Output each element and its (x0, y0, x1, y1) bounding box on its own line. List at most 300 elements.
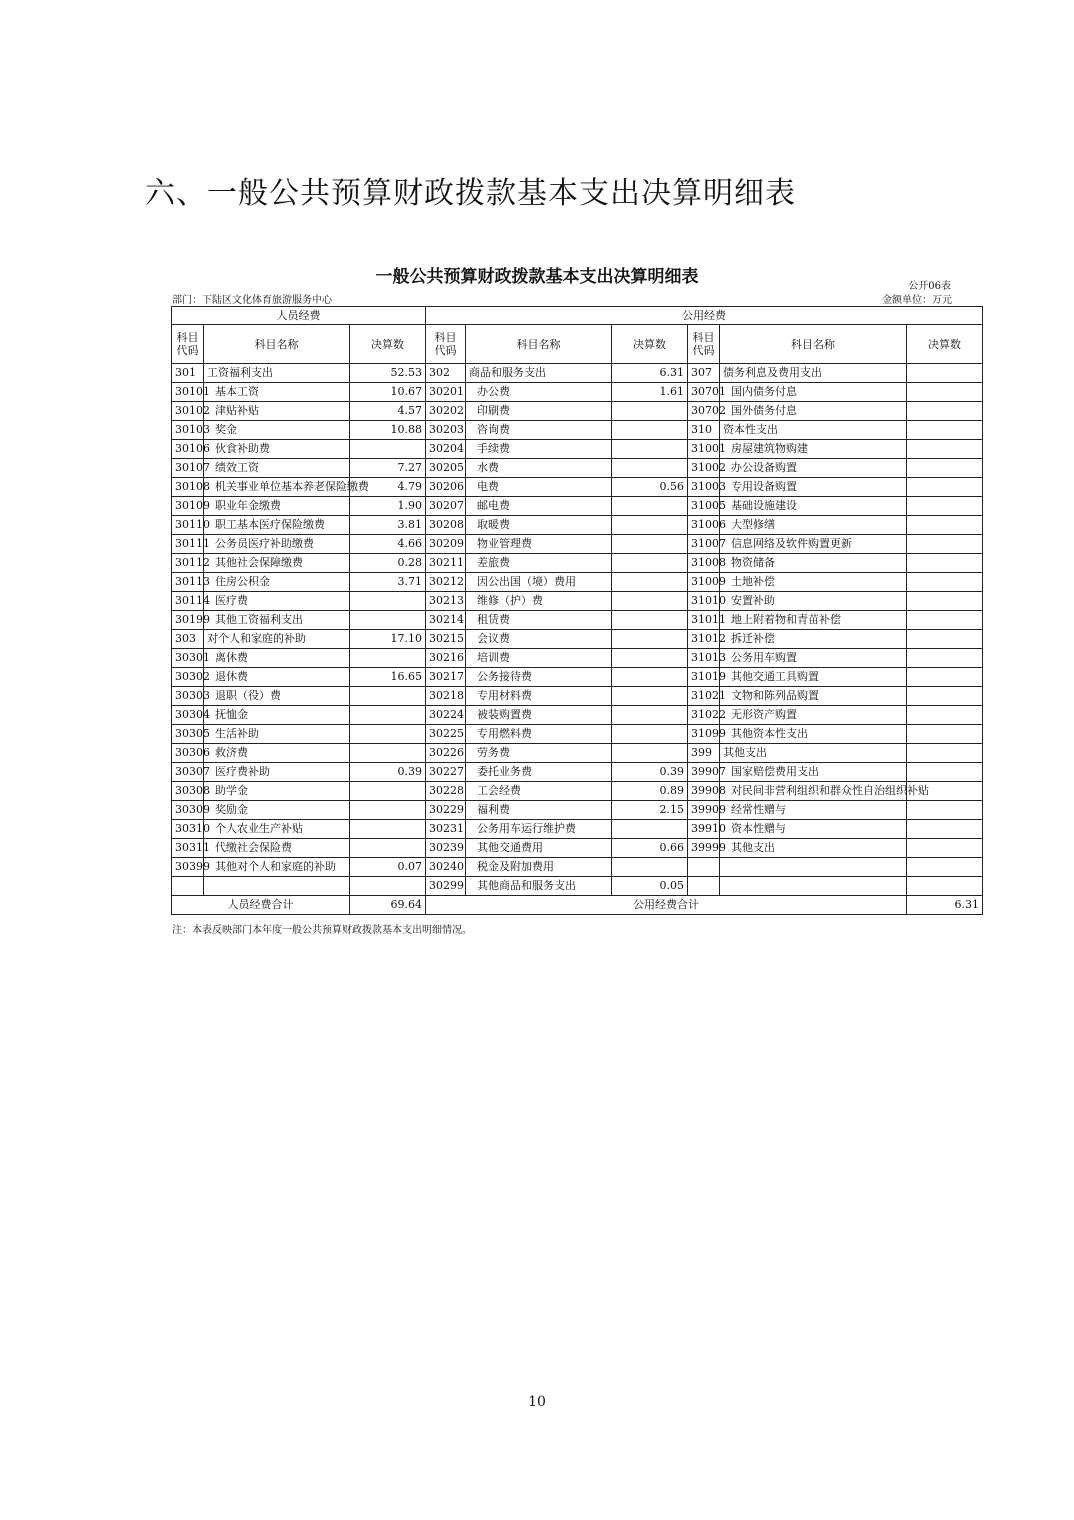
table-row (172, 478, 983, 497)
cell-name: 对个人和家庭的补助 (204, 630, 350, 649)
cell-amount (612, 516, 688, 535)
cell-amount (350, 801, 426, 820)
cell-amount: 10.88 (350, 421, 426, 440)
cell-amount: 0.39 (612, 763, 688, 782)
personnel-total-value: 69.64 (350, 896, 426, 915)
group-personnel: 人员经费 (172, 307, 426, 325)
cell-code: 31002 (688, 459, 720, 478)
cell-amount (907, 459, 983, 478)
group-header-row (172, 307, 983, 325)
col-name: 科目名称 (466, 325, 612, 364)
page-heading: 六、一般公共预算财政拨款基本支出决算明细表 (145, 176, 796, 211)
cell-name: 退休费 (204, 668, 350, 687)
cell-name: 离休费 (204, 649, 350, 668)
cell-name: 手续费 (466, 440, 612, 459)
cell-amount (907, 516, 983, 535)
cell-amount: 6.31 (612, 364, 688, 383)
cell-name: 基本工资 (204, 383, 350, 402)
table-row (172, 383, 983, 402)
cell-amount (907, 839, 983, 858)
cell-name: 其他资本性支出 (720, 725, 907, 744)
cell-code: 39910 (688, 820, 720, 839)
col-name: 科目名称 (720, 325, 907, 364)
col-name: 科目名称 (204, 325, 350, 364)
cell-code: 30214 (426, 611, 466, 630)
cell-code: 30109 (172, 497, 204, 516)
cell-name: 公务用车购置 (720, 649, 907, 668)
cell-amount (612, 668, 688, 687)
table-row (172, 820, 983, 839)
cell-code: 30239 (426, 839, 466, 858)
cell-name: 被装购置费 (466, 706, 612, 725)
cell-amount: 0.07 (350, 858, 426, 877)
cell-code: 30228 (426, 782, 466, 801)
cell-amount (612, 497, 688, 516)
cell-name: 职工基本医疗保险缴费 (204, 516, 350, 535)
table-row (172, 364, 983, 383)
cell-name: 福利费 (466, 801, 612, 820)
cell-name: 办公设备购置 (720, 459, 907, 478)
cell-name: 专用燃料费 (466, 725, 612, 744)
cell-amount (350, 706, 426, 725)
cell-code: 30299 (426, 877, 466, 896)
cell-code: 30301 (172, 649, 204, 668)
cell-amount (612, 649, 688, 668)
cell-name: 取暖费 (466, 516, 612, 535)
cell-code: 30229 (426, 801, 466, 820)
cell-name: 绩效工资 (204, 459, 350, 478)
cell-amount (907, 858, 983, 877)
table-row (172, 421, 983, 440)
cell-code: 30206 (426, 478, 466, 497)
cell-name: 水费 (466, 459, 612, 478)
cell-code: 30203 (426, 421, 466, 440)
cell-amount (907, 535, 983, 554)
table-row (172, 687, 983, 706)
table-row (172, 497, 983, 516)
cell-amount: 1.90 (350, 497, 426, 516)
table-body (172, 307, 983, 915)
cell-amount: 2.15 (612, 801, 688, 820)
cell-code: 30307 (172, 763, 204, 782)
public-total-value: 6.31 (907, 896, 983, 915)
cell-name: 物业管理费 (466, 535, 612, 554)
table-row (172, 858, 983, 877)
cell-name: 培训费 (466, 649, 612, 668)
cell-amount (612, 535, 688, 554)
cell-name: 工会经费 (466, 782, 612, 801)
cell-amount (907, 573, 983, 592)
cell-code: 30216 (426, 649, 466, 668)
cell-name: 医疗费补助 (204, 763, 350, 782)
cell-amount: 0.89 (612, 782, 688, 801)
cell-amount (907, 383, 983, 402)
column-header-row (172, 325, 983, 364)
cell-code: 30107 (172, 459, 204, 478)
cell-code: 30213 (426, 592, 466, 611)
table-row (172, 516, 983, 535)
cell-name: 安置补助 (720, 592, 907, 611)
cell-amount (907, 440, 983, 459)
cell-name: 债务利息及费用支出 (720, 364, 907, 383)
cell-name: 维修（护）费 (466, 592, 612, 611)
cell-amount (612, 611, 688, 630)
cell-amount: 16.65 (350, 668, 426, 687)
cell-code: 39908 (688, 782, 720, 801)
cell-amount (612, 573, 688, 592)
cell-code: 30303 (172, 687, 204, 706)
table-row (172, 668, 983, 687)
cell-name: 信息网络及软件购置更新 (720, 535, 907, 554)
cell-amount (612, 630, 688, 649)
cell-code: 310 (688, 421, 720, 440)
cell-code: 30399 (172, 858, 204, 877)
cell-amount: 0.28 (350, 554, 426, 573)
cell-code: 30302 (172, 668, 204, 687)
cell-code: 31005 (688, 497, 720, 516)
cell-code: 31012 (688, 630, 720, 649)
cell-code: 30202 (426, 402, 466, 421)
cell-code: 30702 (688, 402, 720, 421)
cell-code: 30204 (426, 440, 466, 459)
cell-amount (907, 421, 983, 440)
cell-code: 31099 (688, 725, 720, 744)
cell-name: 奖励金 (204, 801, 350, 820)
table-row (172, 440, 983, 459)
cell-name: 津贴补贴 (204, 402, 350, 421)
cell-code: 30304 (172, 706, 204, 725)
page-number: 10 (528, 1394, 546, 1410)
cell-code: 30308 (172, 782, 204, 801)
cell-name: 商品和服务支出 (466, 364, 612, 383)
cell-amount: 0.39 (350, 763, 426, 782)
cell-name: 救济费 (204, 744, 350, 763)
cell-code: 30113 (172, 573, 204, 592)
cell-code: 30102 (172, 402, 204, 421)
cell-amount: 4.57 (350, 402, 426, 421)
cell-name: 专用设备购置 (720, 478, 907, 497)
cell-amount: 0.66 (612, 839, 688, 858)
cell-amount (612, 706, 688, 725)
table-row (172, 706, 983, 725)
cell-amount (907, 687, 983, 706)
group-public: 公用经费 (426, 307, 983, 325)
cell-name: 奖金 (204, 421, 350, 440)
cell-code: 30112 (172, 554, 204, 573)
cell-code: 399 (688, 744, 720, 763)
cell-name: 无形资产购置 (720, 706, 907, 725)
cell-code: 30217 (426, 668, 466, 687)
cell-name: 租赁费 (466, 611, 612, 630)
public-total-label: 公用经费合计 (426, 896, 907, 915)
cell-code: 30309 (172, 801, 204, 820)
cell-amount: 3.81 (350, 516, 426, 535)
cell-amount: 0.56 (612, 478, 688, 497)
col-code: 科目 代码 (688, 325, 720, 364)
cell-code: 303 (172, 630, 204, 649)
cell-name: 伙食补助费 (204, 440, 350, 459)
cell-amount (907, 744, 983, 763)
cell-name: 其他支出 (720, 744, 907, 763)
cell-amount (612, 725, 688, 744)
cell-name: 生活补助 (204, 725, 350, 744)
cell-amount (907, 364, 983, 383)
cell-name: 其他社会保障缴费 (204, 554, 350, 573)
table-row (172, 801, 983, 820)
cell-name: 因公出国（境）费用 (466, 573, 612, 592)
cell-amount: 4.66 (350, 535, 426, 554)
cell-code: 31009 (688, 573, 720, 592)
cell-name: 咨询费 (466, 421, 612, 440)
cell-name: 房屋建筑物购建 (720, 440, 907, 459)
cell-name (204, 877, 350, 896)
table-row (172, 725, 983, 744)
table-row (172, 763, 983, 782)
cell-amount (907, 801, 983, 820)
cell-amount (907, 668, 983, 687)
cell-code: 30108 (172, 478, 204, 497)
personnel-total-label: 人员经费合计 (172, 896, 350, 915)
cell-name: 税金及附加费用 (466, 858, 612, 877)
cell-code: 30701 (688, 383, 720, 402)
cell-code: 30218 (426, 687, 466, 706)
cell-code: 30101 (172, 383, 204, 402)
cell-code: 31006 (688, 516, 720, 535)
cell-amount (907, 877, 983, 896)
cell-amount: 10.67 (350, 383, 426, 402)
cell-code: 30212 (426, 573, 466, 592)
cell-amount (907, 592, 983, 611)
cell-name: 机关事业单位基本养老保险缴费 (204, 478, 350, 497)
cell-amount (350, 649, 426, 668)
cell-amount (907, 611, 983, 630)
cell-amount (350, 744, 426, 763)
cell-name: 助学金 (204, 782, 350, 801)
cell-code: 39909 (688, 801, 720, 820)
cell-amount: 4.79 (350, 478, 426, 497)
cell-code: 39907 (688, 763, 720, 782)
cell-code: 31011 (688, 611, 720, 630)
amount-unit: 金额单位：万元 (882, 295, 952, 306)
cell-name: 其他工资福利支出 (204, 611, 350, 630)
cell-code: 31007 (688, 535, 720, 554)
cell-amount (907, 725, 983, 744)
cell-name: 电费 (466, 478, 612, 497)
cell-code: 30227 (426, 763, 466, 782)
cell-amount (612, 421, 688, 440)
cell-name: 国家赔偿费用支出 (720, 763, 907, 782)
cell-name: 代缴社会保险费 (204, 839, 350, 858)
cell-code: 30106 (172, 440, 204, 459)
cell-name: 土地补偿 (720, 573, 907, 592)
cell-amount (350, 820, 426, 839)
col-code: 科目 代码 (426, 325, 466, 364)
cell-code: 30114 (172, 592, 204, 611)
cell-amount: 7.27 (350, 459, 426, 478)
table-row (172, 630, 983, 649)
cell-name (720, 877, 907, 896)
cell-name: 物资储备 (720, 554, 907, 573)
cell-code: 31010 (688, 592, 720, 611)
totals-row (172, 896, 983, 915)
cell-name: 国内债务付息 (720, 383, 907, 402)
cell-code: 30211 (426, 554, 466, 573)
cell-code: 30209 (426, 535, 466, 554)
cell-amount: 52.53 (350, 364, 426, 383)
cell-name: 公务接待费 (466, 668, 612, 687)
cell-amount (907, 478, 983, 497)
cell-amount (612, 744, 688, 763)
cell-code: 30103 (172, 421, 204, 440)
cell-name: 抚恤金 (204, 706, 350, 725)
cell-name: 专用材料费 (466, 687, 612, 706)
cell-name: 差旅费 (466, 554, 612, 573)
cell-name: 个人农业生产补贴 (204, 820, 350, 839)
cell-amount (907, 630, 983, 649)
table-row (172, 459, 983, 478)
table-row (172, 649, 983, 668)
department-label: 部门：下陆区文化体育旅游服务中心 (172, 295, 332, 306)
cell-amount (612, 554, 688, 573)
cell-code: 30225 (426, 725, 466, 744)
cell-code: 30207 (426, 497, 466, 516)
cell-amount (612, 687, 688, 706)
table-title: 一般公共预算财政拨款基本支出决算明细表 (375, 267, 699, 287)
cell-code: 31001 (688, 440, 720, 459)
form-code: 公开06表 (908, 281, 951, 292)
cell-amount (907, 402, 983, 421)
cell-amount (350, 687, 426, 706)
cell-code: 30240 (426, 858, 466, 877)
cell-name: 其他交通费用 (466, 839, 612, 858)
cell-code: 307 (688, 364, 720, 383)
cell-name: 会议费 (466, 630, 612, 649)
cell-name: 退职（役）费 (204, 687, 350, 706)
cell-amount (612, 858, 688, 877)
cell-amount (612, 592, 688, 611)
table-row (172, 573, 983, 592)
cell-name: 公务用车运行维护费 (466, 820, 612, 839)
cell-code: 30215 (426, 630, 466, 649)
cell-name: 资本性支出 (720, 421, 907, 440)
col-amount: 决算数 (907, 325, 983, 364)
cell-code: 30310 (172, 820, 204, 839)
table-row (172, 554, 983, 573)
cell-amount (907, 706, 983, 725)
cell-name: 办公费 (466, 383, 612, 402)
cell-code: 39999 (688, 839, 720, 858)
cell-code: 30205 (426, 459, 466, 478)
cell-code: 31021 (688, 687, 720, 706)
cell-name: 经常性赠与 (720, 801, 907, 820)
cell-amount: 17.10 (350, 630, 426, 649)
cell-code (688, 877, 720, 896)
cell-name: 其他对个人和家庭的补助 (204, 858, 350, 877)
cell-code: 302 (426, 364, 466, 383)
cell-amount (907, 649, 983, 668)
cell-name: 住房公积金 (204, 573, 350, 592)
cell-name: 其他交通工具购置 (720, 668, 907, 687)
cell-code: 30305 (172, 725, 204, 744)
table-row (172, 839, 983, 858)
cell-code: 30110 (172, 516, 204, 535)
cell-amount (907, 554, 983, 573)
cell-amount (907, 820, 983, 839)
cell-name: 文物和陈列品购置 (720, 687, 907, 706)
cell-name: 对民间非营利组织和群众性自治组织补贴 (720, 782, 907, 801)
table-note: 注：本表反映部门本年度一般公共预算财政拨款基本支出明细情况。 (172, 925, 472, 936)
cell-amount (612, 440, 688, 459)
cell-amount: 1.61 (612, 383, 688, 402)
cell-name (720, 858, 907, 877)
cell-code: 30231 (426, 820, 466, 839)
cell-amount (350, 725, 426, 744)
cell-code: 30111 (172, 535, 204, 554)
cell-name: 职业年金缴费 (204, 497, 350, 516)
cell-name: 工资福利支出 (204, 364, 350, 383)
cell-code: 30201 (426, 383, 466, 402)
cell-name: 大型修缮 (720, 516, 907, 535)
cell-name: 地上附着物和青苗补偿 (720, 611, 907, 630)
table-row (172, 782, 983, 801)
cell-name: 公务员医疗补助缴费 (204, 535, 350, 554)
cell-amount (350, 782, 426, 801)
cell-amount (350, 877, 426, 896)
cell-name: 医疗费 (204, 592, 350, 611)
cell-name: 其他商品和服务支出 (466, 877, 612, 896)
table-row (172, 877, 983, 896)
col-code: 科目 代码 (172, 325, 204, 364)
cell-amount (350, 440, 426, 459)
cell-amount: 0.05 (612, 877, 688, 896)
cell-name: 国外债务付息 (720, 402, 907, 421)
cell-code: 30199 (172, 611, 204, 630)
cell-name: 基础设施建设 (720, 497, 907, 516)
cell-amount (350, 592, 426, 611)
cell-code: 31008 (688, 554, 720, 573)
cell-amount (612, 459, 688, 478)
cell-name: 拆迁补偿 (720, 630, 907, 649)
cell-code (172, 877, 204, 896)
cell-amount (350, 839, 426, 858)
cell-code: 30224 (426, 706, 466, 725)
cell-code: 31013 (688, 649, 720, 668)
cell-name: 劳务费 (466, 744, 612, 763)
table-row (172, 611, 983, 630)
cell-name: 印刷费 (466, 402, 612, 421)
cell-code: 31022 (688, 706, 720, 725)
table-row (172, 592, 983, 611)
cell-code: 31003 (688, 478, 720, 497)
cell-amount: 3.71 (350, 573, 426, 592)
cell-amount (907, 763, 983, 782)
cell-name: 邮电费 (466, 497, 612, 516)
cell-code: 30311 (172, 839, 204, 858)
col-amount: 决算数 (612, 325, 688, 364)
cell-name: 其他支出 (720, 839, 907, 858)
cell-amount (612, 402, 688, 421)
cell-code: 30306 (172, 744, 204, 763)
cell-name: 委托业务费 (466, 763, 612, 782)
table-row (172, 744, 983, 763)
table-row (172, 535, 983, 554)
cell-code: 30226 (426, 744, 466, 763)
col-amount: 决算数 (350, 325, 426, 364)
cell-amount (612, 820, 688, 839)
cell-amount (350, 611, 426, 630)
expenditure-table (171, 306, 983, 915)
cell-code: 301 (172, 364, 204, 383)
